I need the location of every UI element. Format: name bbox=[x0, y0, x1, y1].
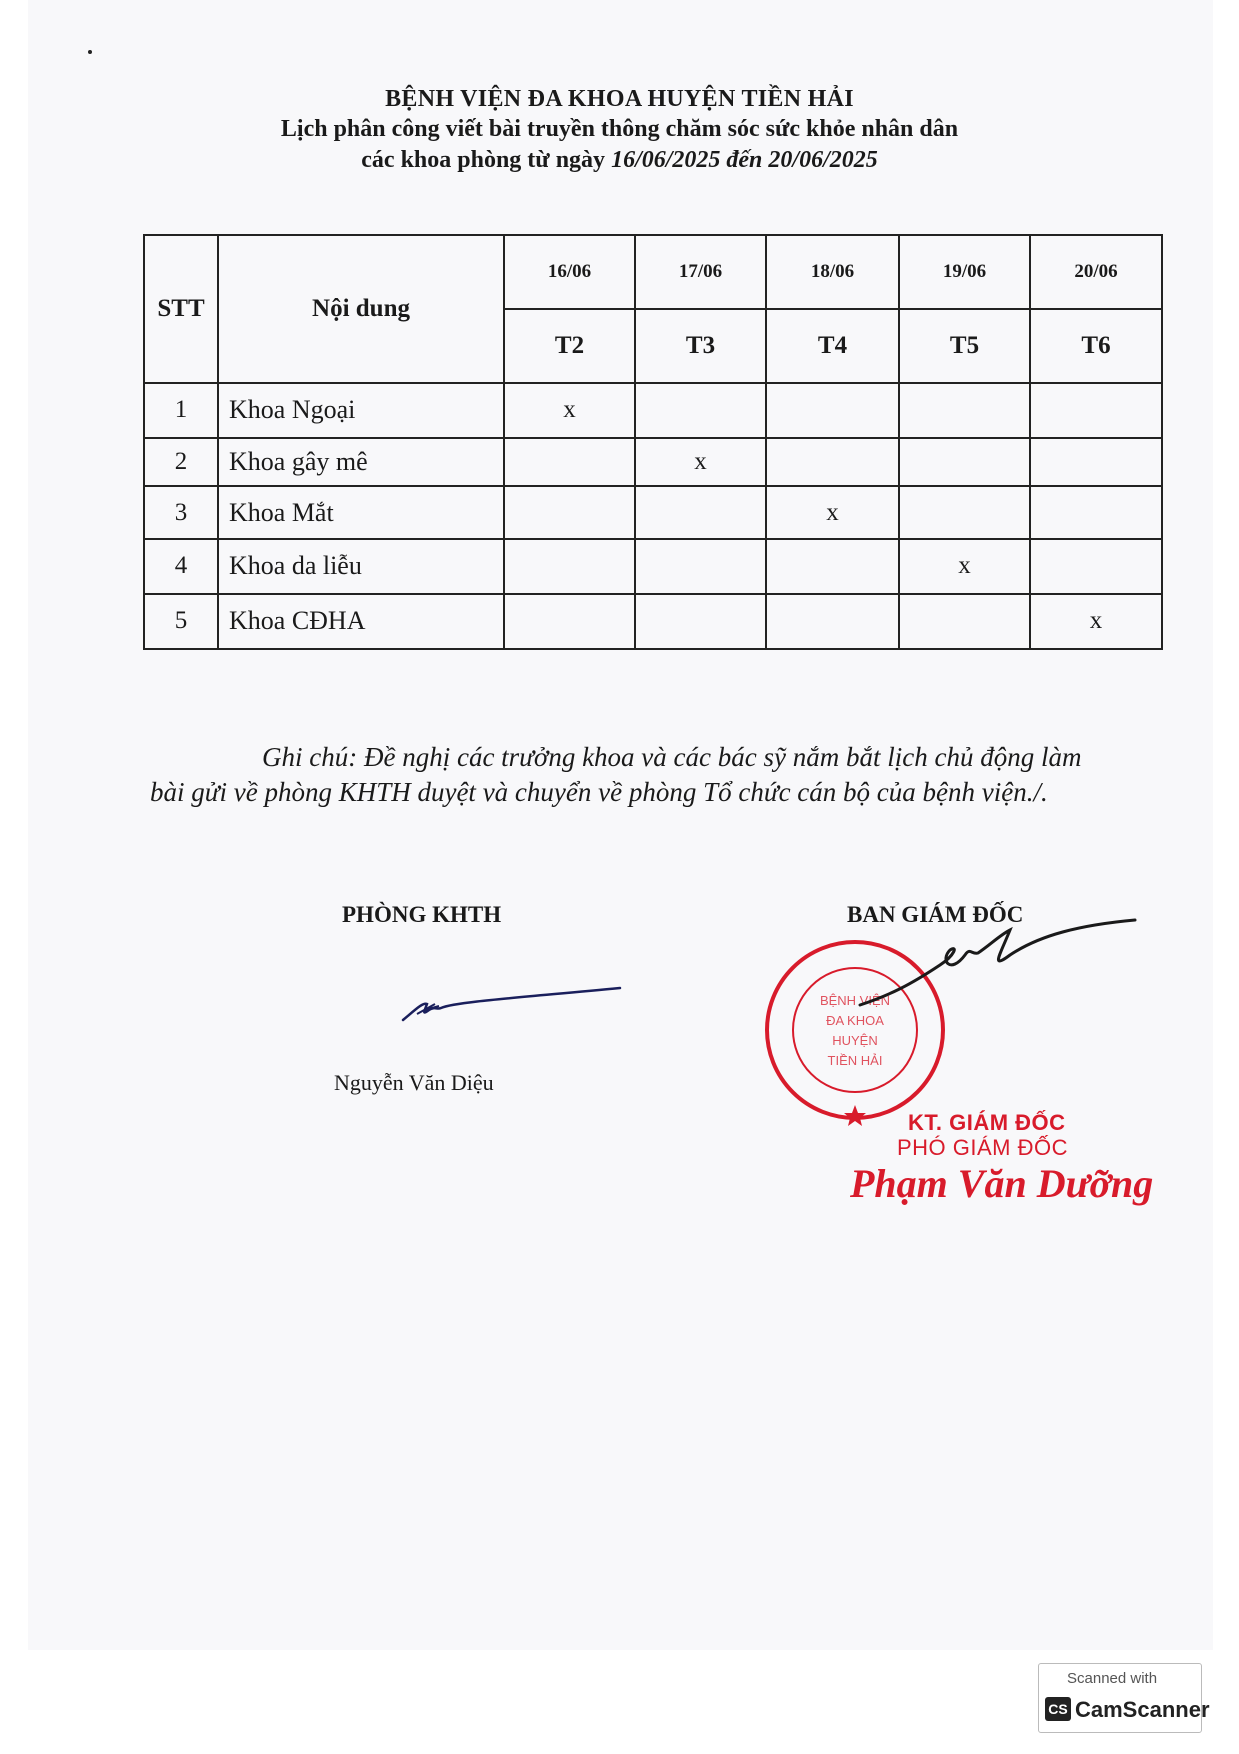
schedule-mark bbox=[899, 438, 1030, 486]
schedule-mark: x bbox=[635, 438, 766, 486]
header-stt: STT bbox=[144, 235, 218, 383]
right-signature-icon bbox=[850, 915, 1140, 1025]
svg-text:ĐA KHOA: ĐA KHOA bbox=[826, 1013, 884, 1028]
right-signatory-role-2: PHÓ GIÁM ĐỐC bbox=[897, 1135, 1069, 1160]
row-number: 3 bbox=[144, 486, 218, 539]
header-date: 18/06 bbox=[766, 235, 899, 309]
header-weekday: T3 bbox=[635, 309, 766, 383]
right-signatory-role-1: KT. GIÁM ĐỐC bbox=[908, 1110, 1066, 1135]
schedule-mark bbox=[899, 486, 1030, 539]
schedule-mark bbox=[766, 594, 899, 649]
table-row bbox=[144, 594, 1162, 649]
camscanner-name: CamScanner bbox=[1075, 1697, 1210, 1722]
schedule-mark bbox=[635, 539, 766, 593]
schedule-mark: x bbox=[899, 539, 1030, 593]
left-signatory-name: Nguyễn Văn Diệu bbox=[334, 1070, 494, 1095]
note-line-2: bài gửi về phòng KHTH duyệt và chuyển về phòng Tổ chức cán bộ của bệnh viện./. bbox=[150, 777, 1048, 807]
left-signature-icon bbox=[395, 980, 625, 1030]
row-number: 4 bbox=[144, 539, 218, 593]
row-number: 1 bbox=[144, 383, 218, 438]
schedule-mark bbox=[766, 539, 899, 593]
svg-text:HUYỆN: HUYỆN bbox=[832, 1033, 878, 1048]
schedule-mark bbox=[899, 594, 1030, 649]
table-header-row bbox=[144, 235, 1162, 309]
row-department: Khoa Mắt bbox=[218, 486, 504, 539]
header-weekday: T4 bbox=[766, 309, 899, 383]
schedule-mark bbox=[766, 438, 899, 486]
document-title: Lịch phân công viết bài truyền thông chăm sóc sức khỏe nhân dân bbox=[280, 116, 959, 142]
camscanner-watermark bbox=[1038, 1663, 1210, 1733]
camscanner-logo-icon: CS bbox=[1045, 1697, 1071, 1721]
header-weekday: T6 bbox=[1030, 309, 1162, 383]
header-content: Nội dung bbox=[218, 235, 504, 383]
schedule-mark bbox=[504, 594, 635, 649]
header-date: 17/06 bbox=[635, 235, 766, 309]
svg-text:TIỀN HẢI: TIỀN HẢI bbox=[827, 1053, 883, 1068]
row-department: Khoa Ngoại bbox=[218, 383, 504, 438]
header-weekday: T5 bbox=[899, 309, 1030, 383]
table-row bbox=[144, 539, 1162, 593]
right-signatory-name: Phạm Văn Dưỡng bbox=[850, 1161, 1154, 1206]
document-date-range bbox=[0, 147, 1239, 174]
schedule-mark bbox=[1030, 438, 1162, 486]
schedule-mark bbox=[899, 383, 1030, 438]
row-number: 5 bbox=[144, 594, 218, 649]
schedule-mark: x bbox=[1030, 594, 1162, 649]
right-signatory-title: BAN GIÁM ĐỐC bbox=[847, 902, 1024, 927]
schedule-mark: x bbox=[504, 383, 635, 438]
schedule-mark: x bbox=[766, 486, 899, 539]
header-weekday: T2 bbox=[504, 309, 635, 383]
header-date: 16/06 bbox=[504, 235, 635, 309]
hospital-name: BỆNH VIỆN ĐA KHOA HUYỆN TIỀN HẢI bbox=[385, 86, 854, 112]
table-row bbox=[144, 383, 1162, 438]
row-number: 2 bbox=[144, 438, 218, 486]
row-department: Khoa CĐHA bbox=[218, 594, 504, 649]
schedule-mark bbox=[635, 486, 766, 539]
row-department: Khoa da liễu bbox=[218, 539, 504, 593]
date-range-prefix: các khoa phòng từ ngày bbox=[361, 147, 606, 173]
schedule-mark bbox=[635, 594, 766, 649]
table-row bbox=[144, 486, 1162, 539]
scanned-with-label: Scanned with bbox=[1067, 1670, 1158, 1687]
schedule-mark bbox=[1030, 539, 1162, 593]
schedule-mark bbox=[504, 438, 635, 486]
schedule-mark bbox=[1030, 486, 1162, 539]
note-line-1: Ghi chú: Đề nghị các trưởng khoa và các bác sỹ nắm bắt lịch chủ động làm bbox=[262, 742, 1082, 772]
schedule-table bbox=[143, 234, 1163, 650]
schedule-mark bbox=[504, 539, 635, 593]
row-department: Khoa gây mê bbox=[218, 438, 504, 486]
header-date: 20/06 bbox=[1030, 235, 1162, 309]
schedule-mark bbox=[766, 383, 899, 438]
date-range-value: 16/06/2025 đến 20/06/2025 bbox=[611, 147, 878, 173]
schedule-mark bbox=[1030, 383, 1162, 438]
svg-text:BỆNH VIỆN: BỆNH VIỆN bbox=[819, 993, 891, 1008]
scan-speck bbox=[88, 50, 92, 54]
header-date: 19/06 bbox=[899, 235, 1030, 309]
schedule-mark bbox=[635, 383, 766, 438]
table-row bbox=[144, 438, 1162, 486]
left-signatory-title: PHÒNG KHTH bbox=[342, 902, 502, 927]
schedule-mark bbox=[504, 486, 635, 539]
